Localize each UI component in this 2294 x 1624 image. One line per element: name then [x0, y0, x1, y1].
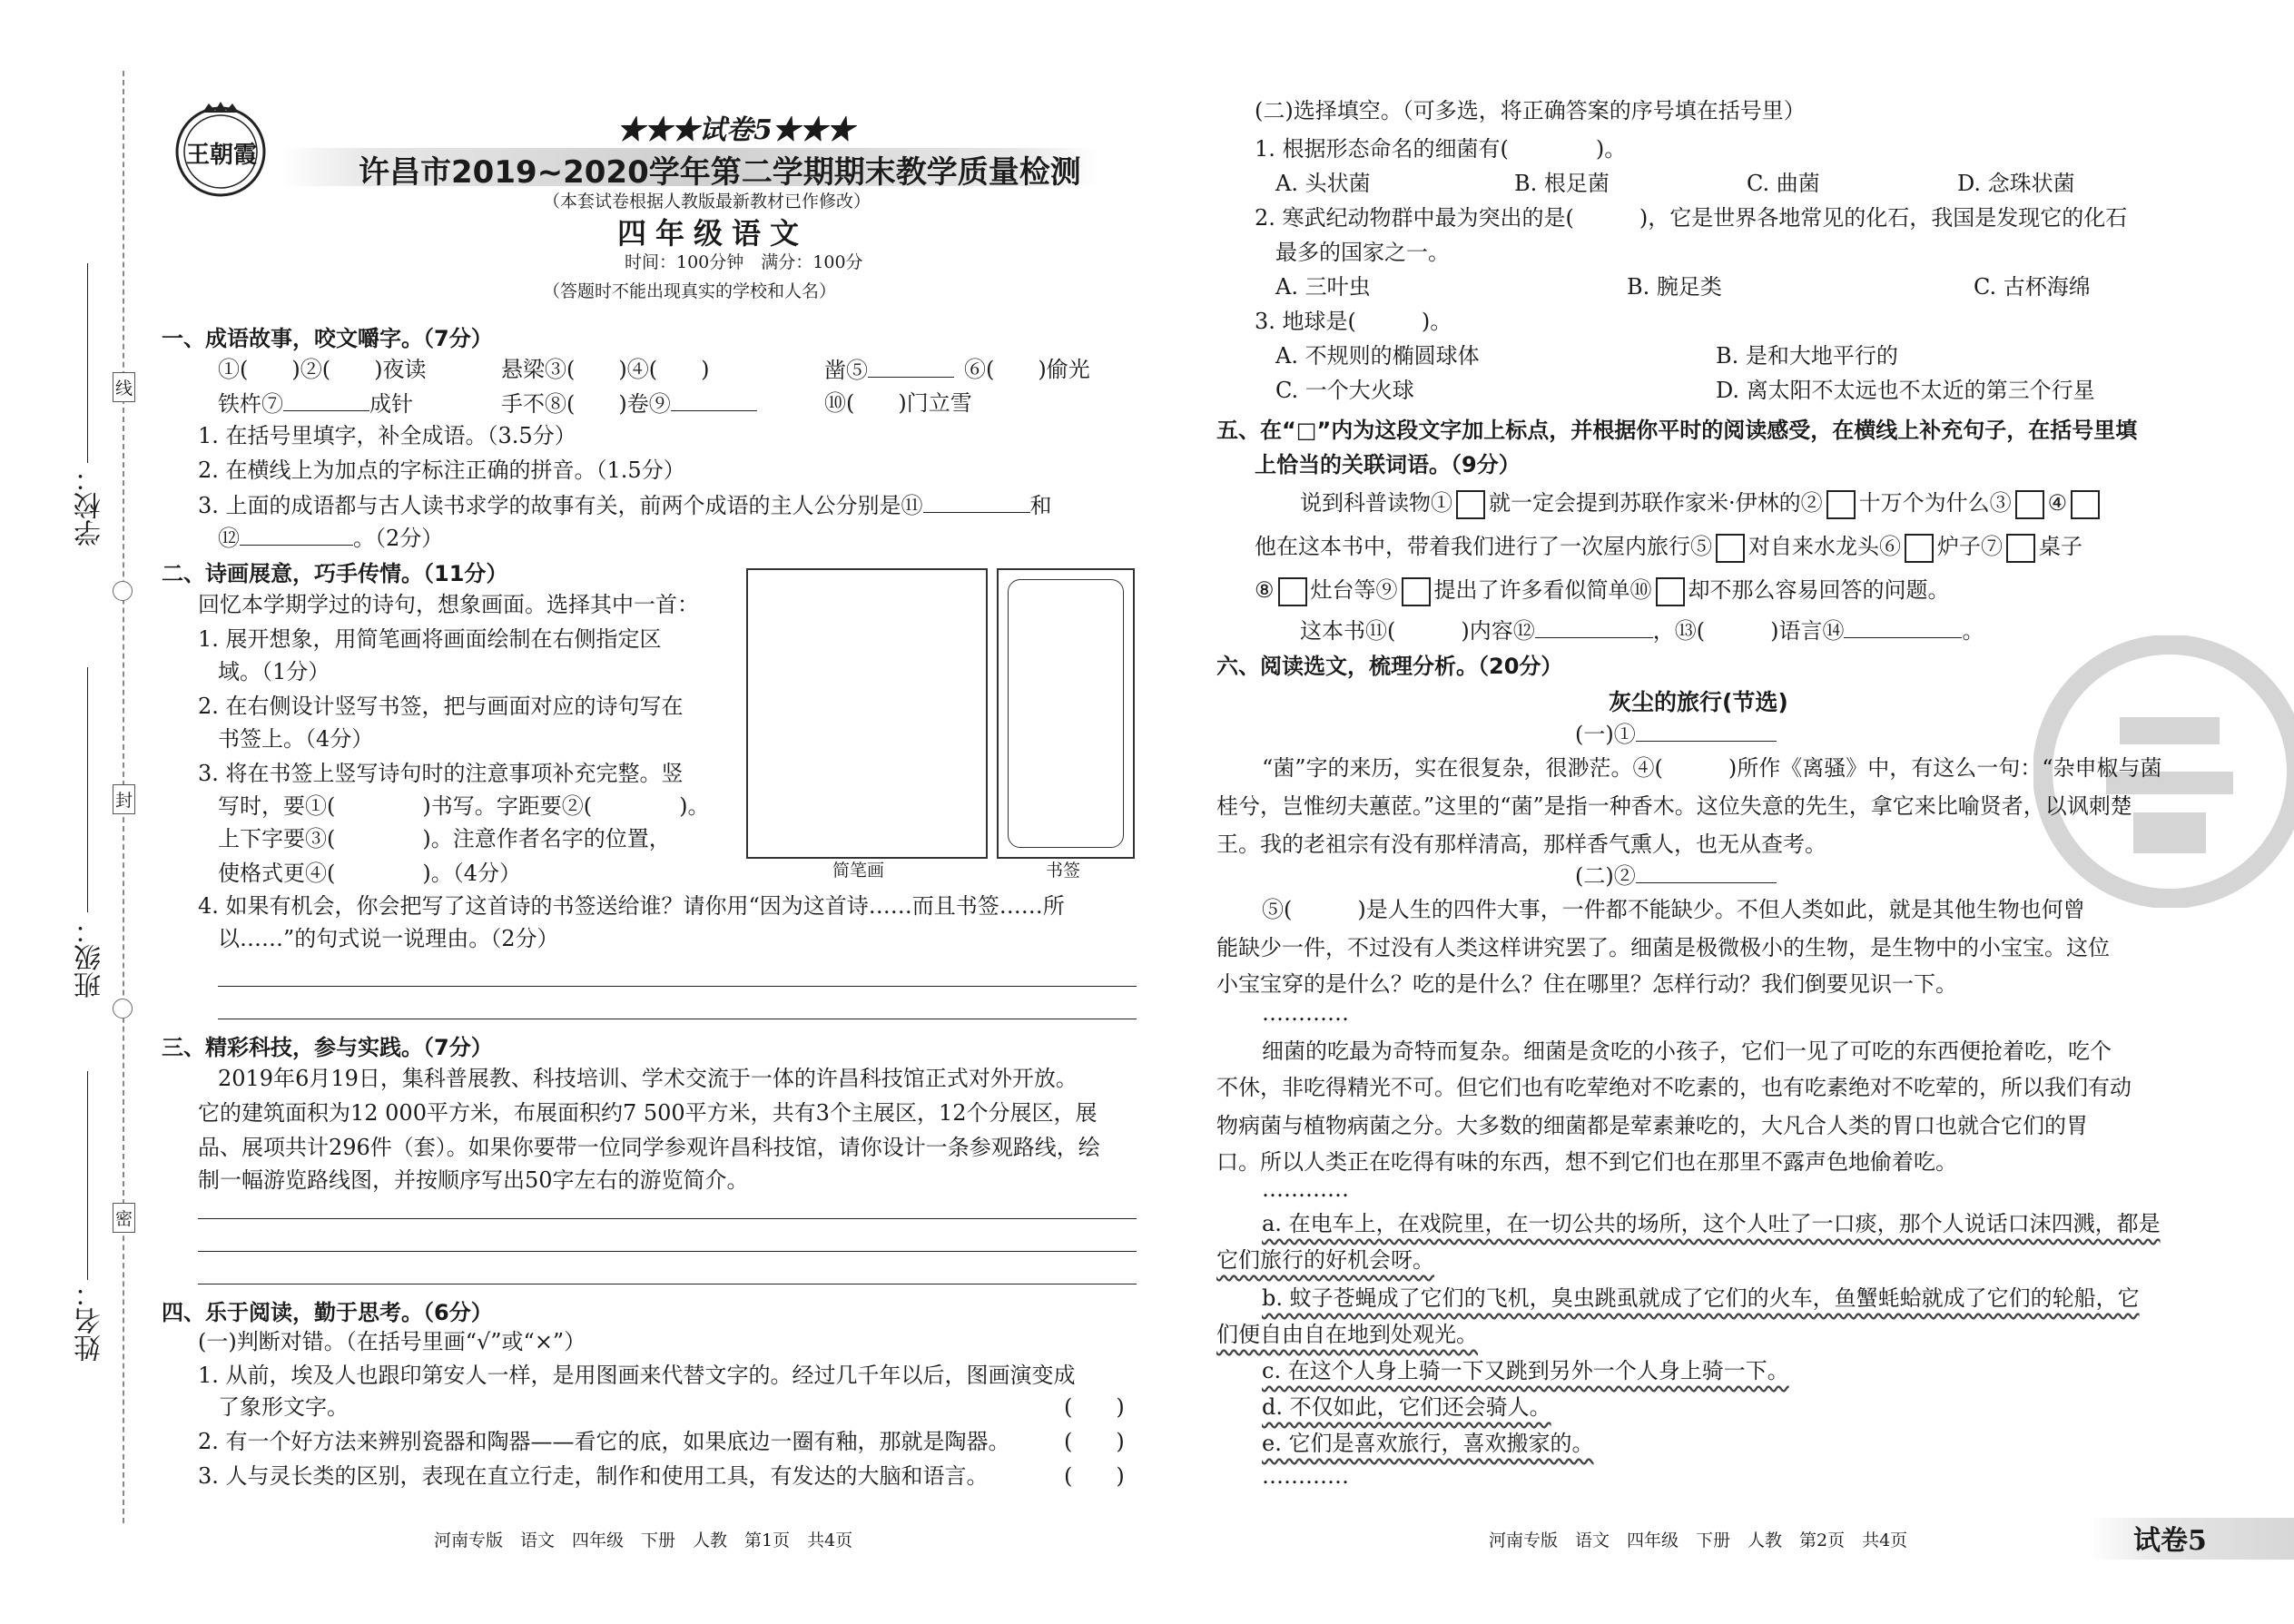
s2-line: 3. 将在书签上竖写诗句时的注意事项补充完整。竖 — [198, 761, 684, 786]
name-label: 姓名： — [74, 1280, 106, 1362]
seal-mark-3: 密 — [113, 1203, 135, 1233]
punct-box-6[interactable] — [1905, 534, 1934, 563]
bookmark-box[interactable] — [997, 568, 1135, 859]
passage-c: 口。所以人类正在吃得有味的东西，想不到它们也在那里不露声色地偷着吃。 — [1216, 1149, 1957, 1175]
idiom-text: 凿⑤ — [824, 358, 868, 383]
sentence-e[interactable]: e. 它们是喜欢旅行，喜欢搬家的。 — [1262, 1431, 1594, 1456]
drawing-box[interactable] — [746, 568, 988, 859]
s1-question-3-cont — [218, 521, 443, 555]
judge-answer-2[interactable]: ( ) — [1064, 1429, 1125, 1454]
s2-line: 回忆本学期学过的诗句，想象画面。选择其中一首： — [198, 592, 699, 617]
s4-line: 2. 有一个好方法来辨别瓷器和陶器——看它的底，如果底边一圈有釉，那就是陶器。 — [198, 1429, 1010, 1454]
choice-q2-c: C. 古杯海绵 — [1974, 274, 2091, 300]
passage-a: 王。我的老祖宗有没有那样清高，那样香气熏人，也无从查考。 — [1216, 832, 1826, 857]
s4-line: 3. 人与灵长类的区别，表现在直立行走，制作和使用工具，有发达的大脑和语言。 — [198, 1463, 989, 1489]
s2-line: 4. 如果有机会，你会把写了这首诗的书签送给谁？请你用“因为这首诗……而且书签……所 — [198, 893, 1065, 919]
passage-c: 物病菌与植物病菌之分。大多数的细菌都是荤素兼吃的，大凡合人类的胃口也就合它们的胃 — [1216, 1113, 2088, 1138]
seal-mark-1: 线 — [113, 372, 135, 402]
s4-line: 了象形文字。 — [218, 1394, 349, 1420]
idiom-text: 成针 — [369, 391, 413, 417]
part-1-label: (一)① — [1575, 722, 1636, 747]
punct-box-1[interactable] — [1456, 490, 1485, 519]
sentence-a[interactable]: a. 在电车上，在戏院里，在一切公共的场所，这个人吐了一口痰，那个人说话口沫四溅，都是 — [1262, 1211, 2161, 1236]
punct-box-9[interactable] — [1402, 577, 1431, 606]
section-2-title: 二、诗画展意，巧手传情。（11分） — [162, 561, 508, 586]
answer-blank-11[interactable] — [923, 488, 1030, 513]
s2-line: 书签上。（4分） — [218, 726, 374, 752]
s4-line: (一)判断对错。（在括号里画“√”或“×”） — [198, 1329, 586, 1354]
fill-text: 。 — [1962, 618, 1984, 644]
ellipsis: ………… — [1262, 1463, 1349, 1489]
page-footer-1: 河南专版 语文 四年级 下册 人教 第1页 共4页 — [434, 1530, 853, 1550]
part-1-heading — [1575, 717, 1777, 751]
s3-line: 它的建筑面积为12 000平方米，布展面积约7 500平方米，共有3个主展区，12个分展区，展 — [198, 1100, 1098, 1126]
s1-question-2: 2. 在横线上为加点的字标注正确的拼音。（1.5分） — [198, 458, 685, 483]
passage-a: “菌”字的来历，实在很复杂，很渺茫。④( )所作《离骚》中，有这么一句：“杂申椒与菌 — [1262, 755, 2162, 781]
sentence-c[interactable]: c. 在这个人身上骑一下又跳到另外一个人身上骑一下。 — [1262, 1358, 1789, 1383]
section-3-title: 三、精彩科技，参与实践。（7分） — [162, 1035, 493, 1060]
idiom-blank-7[interactable] — [283, 387, 369, 411]
ellipsis: ………… — [1262, 1176, 1349, 1202]
s3-line: 制一幅游览路线图，并按顺序写出50字左右的游览简介。 — [198, 1167, 749, 1193]
name-blank[interactable] — [87, 1071, 88, 1280]
answer-blank-14[interactable] — [1844, 614, 1962, 638]
part-1-blank[interactable] — [1636, 717, 1777, 742]
answer-blank-12b[interactable] — [1535, 614, 1653, 638]
punct-box-5[interactable] — [1716, 534, 1745, 563]
passage-b: 能缺少一件，不过没有人类这样讲究罢了。细菌是极微极小的生物，是生物中的小宝宝。这位 — [1216, 935, 2110, 960]
answer-line[interactable] — [218, 986, 1137, 987]
idiom-item-3[interactable] — [824, 353, 954, 387]
s1-question-3 — [198, 488, 1052, 522]
punct-box-2[interactable] — [1826, 490, 1856, 519]
class-label: 班级： — [74, 917, 106, 999]
idiom-item-7[interactable]: ⑩( )门立雪 — [824, 390, 972, 416]
page-footer-2: 河南专版 语文 四年级 下册 人教 第2页 共4页 — [1489, 1530, 1908, 1550]
s1-q3-score: 。（2分） — [353, 526, 444, 551]
punct-text: ④ — [2047, 490, 2068, 516]
s3-line: 品、展项共计296件（套）。如果你要带一位同学参观许昌科技馆，请你设计一条参观路线，绘 — [198, 1135, 1100, 1160]
punct-text: 十万个为什么③ — [1858, 490, 2012, 516]
punct-text: 炉子⑦ — [1937, 534, 2003, 559]
section-1-title: 一、成语故事，咬文嚼字。（7分） — [162, 326, 493, 351]
fill-text: 这本书⑪( )内容⑫ — [1300, 618, 1535, 644]
choice-q3-a: A. 不规则的椭圆球体 — [1275, 343, 1480, 369]
punct-text: 桌子 — [2039, 534, 2082, 559]
answer-line[interactable] — [198, 1251, 1137, 1252]
punct-text: ⑧ — [1255, 577, 1275, 603]
reading-title: 灰尘的旅行(节选) — [1609, 689, 1788, 715]
s2-line[interactable]: 上下字要③( )。注意作者名字的位置， — [218, 826, 671, 851]
class-blank[interactable] — [87, 667, 88, 912]
drawing-caption: 简笔画 — [832, 861, 885, 881]
part-2-blank[interactable] — [1636, 859, 1777, 883]
watermark-seal-icon — [2033, 635, 2294, 908]
exam-time: 时间：100分钟 满分：100分 — [625, 252, 863, 272]
choice-q1[interactable]: 1. 根据形态命名的细菌有( )。 — [1255, 136, 1627, 162]
s2-line: 2. 在右侧设计竖写书签，把与画面对应的诗句写在 — [198, 694, 684, 719]
punct-text: 他在这本书中，带着我们进行了一次屋内旅行⑤ — [1255, 534, 1712, 559]
sentence-b[interactable]: b. 蚊子苍蝇成了它们的飞机，臭虫跳虱就成了它们的火车，鱼蟹蚝蛤就成了它们的轮船，它 — [1262, 1285, 2140, 1311]
idiom-text: 铁杵⑦ — [218, 391, 283, 417]
punct-row-2 — [1255, 530, 2082, 563]
punct-box-8[interactable] — [1278, 577, 1307, 606]
s2-line[interactable]: 写时，要①( )书写。字距要②( )。 — [218, 793, 710, 819]
choice-q1-a: A. 头状菌 — [1275, 171, 1371, 196]
punct-row-1 — [1300, 487, 2103, 519]
punct-box-10[interactable] — [1656, 577, 1685, 606]
section-6-title: 六、阅读选文，梳理分析。（20分） — [1216, 654, 1563, 679]
punct-text: 说到科普读物① — [1300, 490, 1452, 516]
passage-b[interactable]: ⑤( )是人生的四件大事，一件都不能缺少。不但人类如此，就是其他生物也何曾 — [1262, 897, 2085, 922]
section-5-title: 五、在“□”内为这段文字加上标点，并根据你平时的阅读感受，在横线上补充句子，在括号里填 — [1216, 418, 2138, 443]
section-4-title: 四、乐于阅读，勤于思考。（6分） — [162, 1300, 493, 1325]
punct-row-4 — [1300, 614, 1984, 647]
section-5-title-cont: 上恰当的关联词语。（9分） — [1255, 452, 1521, 477]
punct-box-4[interactable] — [2071, 490, 2100, 519]
choice-q2[interactable]: 2. 寒武纪动物群中最为突出的是( )，它是世界各地常见的化石，我国是发现它的化石 — [1255, 205, 2128, 231]
s3-line: 2019年6月19日，集科普展教、科技培训、学术交流于一体的许昌科技馆正式对外开放。 — [218, 1066, 1078, 1091]
bookmark-caption: 书签 — [1046, 861, 1081, 881]
corner-label: 试卷5 — [2133, 1525, 2207, 1557]
s2-line: 以……”的句式说一说理由。（2分） — [218, 926, 559, 951]
exam-warning: （答题时不能出现真实的学校和人名） — [543, 281, 837, 301]
choice-q2-a: A. 三叶虫 — [1275, 274, 1371, 300]
punct-text: 提出了许多看似简单⑩ — [1433, 577, 1652, 603]
punct-text: 灶台等⑨ — [1310, 577, 1398, 603]
idiom-blank-5[interactable] — [868, 353, 954, 378]
punct-box-3[interactable] — [2015, 490, 2044, 519]
logo-text: 王朝霞 — [186, 142, 258, 169]
passage-c: 细菌的吃最为奇特而复杂。细菌是贪吃的小孩子，它们一见了可吃的东西便抢着吃，吃个 — [1262, 1038, 2112, 1064]
punct-text: 就一定会提到苏联作家米·伊林的② — [1489, 490, 1823, 516]
binding-hole-icon — [113, 999, 133, 1019]
idiom-text: 手不⑧( )卷⑨ — [501, 391, 671, 417]
judge-answer-3[interactable]: ( ) — [1064, 1463, 1125, 1489]
ellipsis: ………… — [1262, 1000, 1349, 1026]
part-2-label: (二)② — [1575, 863, 1636, 889]
choice-q1-d: D. 念珠状菌 — [1957, 171, 2075, 196]
sentence-d[interactable]: d. 不仅如此，它们还会骑人。 — [1262, 1394, 1551, 1420]
s1-q3-num: ⑫ — [218, 526, 240, 551]
school-blank[interactable] — [87, 263, 88, 463]
s1-q3-and: 和 — [1029, 493, 1052, 518]
s2-line[interactable]: 使格式更④( )。（4分） — [218, 861, 521, 886]
answer-line[interactable] — [198, 1218, 1137, 1219]
exam-note: （本套试卷根据人教版最新教材已作修改） — [543, 192, 871, 212]
choice-q3-d: D. 离太阳不太远也不太近的第三个行星 — [1716, 378, 2095, 403]
school-label: 学校： — [74, 465, 106, 546]
exam-title: 许昌市2019~2020学年第二学期期末教学质量检测 — [359, 154, 1081, 191]
s2-line: 1. 展开想象，用简笔画将画面绘制在右侧指定区 — [198, 626, 662, 652]
punct-row-3 — [1255, 574, 1950, 606]
choice-q2-b: B. 腕足类 — [1627, 274, 1722, 300]
seal-mark-2: 封 — [113, 784, 135, 814]
part-2-heading — [1575, 859, 1777, 892]
idiom-item-4[interactable]: ⑥( )偷光 — [964, 357, 1090, 382]
passage-b: 小宝宝穿的是什么？吃的是什么？住在哪里？怎样行动？我们倒要见识一下。 — [1216, 971, 1957, 997]
s2-line: 域。（1分） — [218, 659, 330, 684]
choice-q1-b: B. 根足菌 — [1514, 171, 1610, 196]
punct-text: 对自来水龙头⑥ — [1748, 534, 1901, 559]
choice-intro: (二)选择填空。（可多选，将正确答案的序号填在括号里） — [1255, 98, 1806, 123]
sentence-a-cont[interactable]: 它们旅行的好机会呀。 — [1216, 1247, 1434, 1273]
s1-q3-text: 3. 上面的成语都与古人读书求学的故事有关，前两个成语的主人公分别是⑪ — [198, 493, 923, 518]
idiom-item-6[interactable] — [501, 387, 757, 420]
binding-hole-icon — [113, 581, 133, 601]
choice-q3[interactable]: 3. 地球是( )。 — [1255, 309, 1452, 334]
s4-line: 1. 从前，埃及人也跟印第安人一样，是用图画来代替文字的。经过几千年以后，图画演变成 — [198, 1363, 1076, 1388]
s1-question-1: 1. 在括号里填字，补全成语。（3.5分） — [198, 423, 576, 448]
exam-badge: ★★★试卷5★★★ — [617, 114, 854, 146]
idiom-item-5[interactable] — [218, 387, 413, 420]
subject-title: 四年级语文 — [617, 216, 809, 251]
idiom-item-1[interactable]: ①( )②( )夜读 — [218, 357, 427, 382]
bookmark-inner-frame — [1008, 579, 1124, 848]
choice-q3-b: B. 是和大地平行的 — [1716, 343, 1898, 369]
idiom-blank-9[interactable] — [671, 387, 757, 411]
punct-box-7[interactable] — [2006, 534, 2035, 563]
passage-a: 桂兮，岂惟纫夫蕙茝。”这里的“菌”是指一种香木。这位失意的先生，拿它来比喻贤者，以讽刺楚 — [1216, 793, 2132, 819]
fill-text: ，⑬( )语言⑭ — [1652, 618, 1845, 644]
sentence-b-cont[interactable]: 们便自由自在地到处观光。 — [1216, 1322, 1478, 1347]
punct-text: 却不那么容易回答的问题。 — [1688, 577, 1950, 603]
choice-q2-cont: 最多的国家之一。 — [1275, 240, 1450, 265]
passage-c: 不休，非吃得精光不可。但它们也有吃荤绝对不吃素的，也有吃素绝对不吃荤的，所以我们有动 — [1216, 1075, 2132, 1100]
choice-q3-c: C. 一个大火球 — [1275, 378, 1414, 403]
judge-answer-1[interactable]: ( ) — [1064, 1394, 1125, 1420]
answer-blank-12[interactable] — [240, 521, 353, 546]
choice-q1-c: C. 曲菌 — [1747, 171, 1820, 196]
idiom-item-2[interactable]: 悬梁③( )④( ) — [501, 357, 710, 382]
